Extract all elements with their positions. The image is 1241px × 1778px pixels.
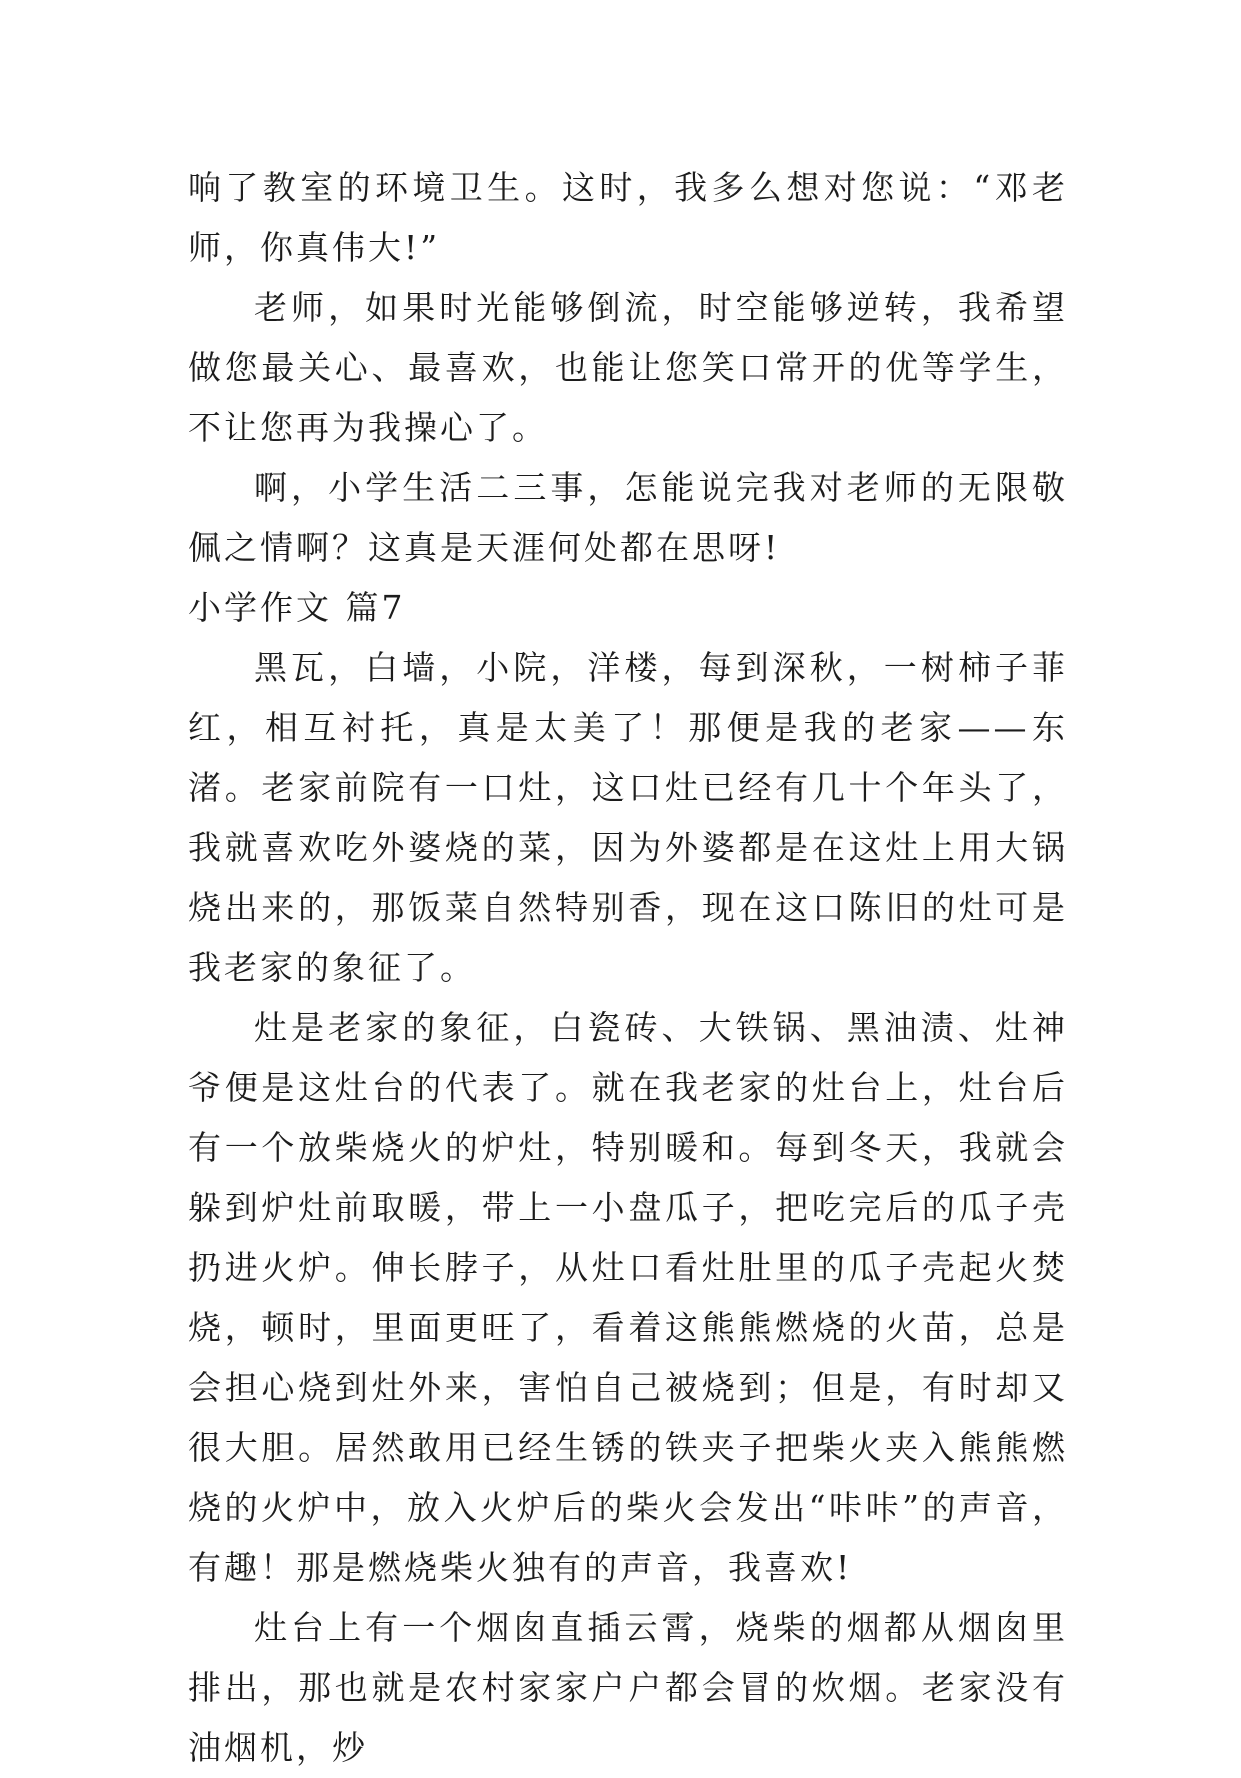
paragraph-stove: 灶是老家的象征，白瓷砖、大铁锅、黑油渍、灶神爷便是这灶台的代表了。就在我老家的灶台上，灶台后有一个放柴烧火的炉灶，特别暖和。每到冬天，我就会躲到炉灶前取暖，带上一小盘瓜子，把吃完后的瓜子壳扔进火炉。伸长脖子，从灶口看灶肚里的瓜子壳起火焚烧，顿时，里面更旺了，看着这熊熊燃烧的火苗，总是会担心烧到灶外来，害怕自己被烧到；但是，有时却又很大胆。居然敢用已经生锈的铁夹子把柴火夹入熊熊燃烧的火炉中，放入火炉后的柴火会发出“咔咔”的声音，有趣！那是燃烧柴火独有的声音，我喜欢! (188, 1008, 1068, 1587)
paragraph-continuation: 响了教室的环境卫生。这时，我多么想对您说：“邓老师，你真伟大!” (188, 168, 1068, 267)
paragraph-chimney: 灶台上有一个烟囱直插云霄，烧柴的烟都从烟囱里排出，那也就是农村家家户户都会冒的炊烟。老家没有油烟机，炒 (188, 1608, 1068, 1767)
paragraph-teacher-wish: 老师，如果时光能够倒流，时空能够逆转，我希望做您最关心、最喜欢，也能让您笑口常开的优等学生，不让您再为我操心了。 (188, 288, 1068, 447)
section-heading: 小学作文 篇7 (188, 588, 406, 627)
paragraph-hometown: 黑瓦，白墙，小院，洋楼，每到深秋，一树柿子菲红，相互衬托，真是太美了！那便是我的老家——东渚。老家前院有一口灶，这口灶已经有几十个年头了，我就喜欢吃外婆烧的菜，因为外婆都是在这灶上用大锅烧出来的，那饭菜自然特别香，现在这口陈旧的灶可是我老家的象征了。 (188, 648, 1068, 987)
document-body (188, 158, 1068, 1778)
paragraph-closing: 啊，小学生活二三事，怎能说完我对老师的无限敬佩之情啊？这真是天涯何处都在思呀! (188, 468, 1068, 567)
